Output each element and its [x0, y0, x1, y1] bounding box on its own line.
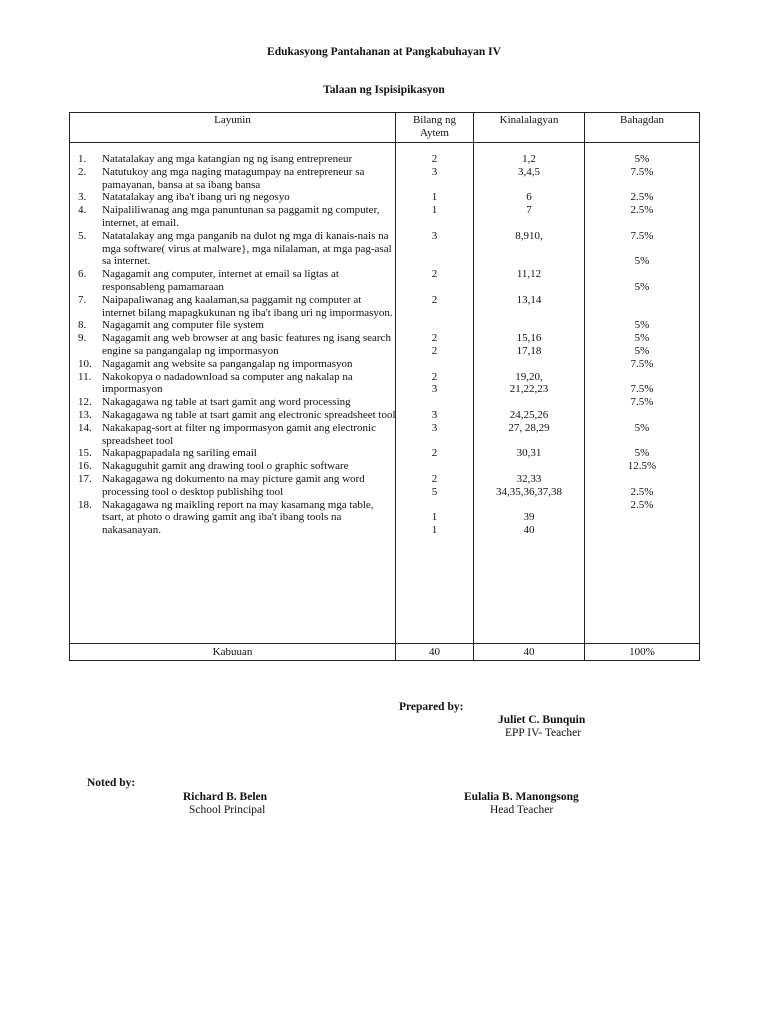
objective-item: [78, 230, 396, 268]
objective-number: 14.: [78, 421, 92, 434]
bilang-cell: 1: [431, 191, 438, 204]
objective-item: [78, 294, 396, 320]
bahagdan-cell: 2.5%: [630, 498, 654, 511]
objective-number: 9.: [78, 332, 87, 345]
kinalalagyan-cell: [474, 255, 584, 268]
specification-table: [69, 112, 700, 661]
bahagdan-cell: [585, 307, 699, 320]
noted-by-headteacher-role: Head Teacher: [490, 804, 554, 816]
objective-number: 18.: [78, 498, 92, 511]
noted-by-headteacher-name: Eulalia B. Manongsong: [464, 791, 579, 803]
bilang-cell: 2: [431, 370, 438, 383]
objective-number: 4.: [78, 204, 87, 217]
objective-item: [78, 473, 396, 499]
kinalalagyan-cell: [474, 319, 584, 332]
objective-item: [78, 358, 396, 371]
objective-text: Natatalakay ang iba't ibang uri ng negosyo: [102, 191, 290, 204]
kinalalagyan-cell: [474, 499, 584, 512]
total-label: Kabuuan: [212, 646, 253, 658]
bilang-cell: 3: [431, 229, 438, 242]
noted-by-label: Noted by:: [87, 777, 136, 789]
kinalalagyan-cell: 40: [523, 524, 535, 537]
bilang-cell: [396, 499, 473, 512]
kinalalagyan-cell: [474, 396, 584, 409]
objective-item: [78, 371, 396, 397]
objective-number: 16.: [78, 460, 92, 473]
total-bahagdan: 100%: [629, 646, 655, 658]
objective-text: Nagagamit ang website sa pangangalap ng impormasyon: [102, 357, 353, 370]
kinalalagyan-cell: 34,35,36,37,38: [496, 485, 562, 498]
kinalalagyan-cell: 32,33: [516, 472, 542, 485]
bilang-column: [396, 153, 473, 537]
kinalalagyan-cell: [474, 307, 584, 320]
kinalalagyan-cell: 13,14: [516, 293, 542, 306]
objective-text: Nakagagawa ng maikling report na may kasamang mga table, tsart, at photo o drawing gamit ang iba't ibang tools na nakasanayan.: [102, 498, 374, 537]
bilang-cell: 3: [431, 165, 438, 178]
objective-item: [78, 166, 396, 192]
bahagdan-cell: [585, 243, 699, 256]
objective-text: Nakokopya o nadadownload sa computer ang nakalap na impormasyon: [102, 370, 353, 396]
objective-item: [78, 499, 396, 537]
bilang-cell: 1: [431, 511, 438, 524]
header-bilang-line1: Bilang ng: [412, 114, 457, 126]
prepared-by-label: Prepared by:: [399, 701, 464, 713]
objective-text: Nakapagpapadala ng sariling email: [102, 447, 257, 460]
bahagdan-cell: 7.5%: [630, 396, 654, 409]
bilang-cell: 3: [431, 383, 438, 396]
bahagdan-cell: 5%: [634, 447, 650, 460]
objective-list: [78, 153, 396, 537]
bahagdan-cell: 7.5%: [630, 357, 654, 370]
header-layunin: Layunin: [214, 114, 251, 126]
objective-number: 5.: [78, 229, 87, 242]
objective-text: Nakagagawa ng table at tsart gamit ang electronic spreadsheet tool: [102, 408, 396, 421]
bahagdan-cell: [585, 268, 699, 281]
bilang-cell: [396, 179, 473, 192]
objective-item: [78, 396, 396, 409]
bahagdan-cell: [585, 217, 699, 230]
objective-item: [78, 204, 396, 230]
bahagdan-cell: 2.5%: [630, 204, 654, 217]
header-bilang: [396, 114, 473, 139]
objective-number: 13.: [78, 408, 92, 421]
bahagdan-cell: [585, 473, 699, 486]
objective-item: [78, 422, 396, 448]
bilang-cell: [396, 255, 473, 268]
bilang-cell: 2: [431, 268, 438, 281]
objective-number: 3.: [78, 191, 87, 204]
bahagdan-cell: 5%: [634, 319, 650, 332]
kinalalagyan-column: [474, 153, 584, 537]
bahagdan-cell: 5%: [634, 332, 650, 345]
bilang-cell: [396, 243, 473, 256]
kinalalagyan-cell: 21,22,23: [509, 383, 549, 396]
objective-text: Natutukoy ang mga naging matagumpay na entrepreneur sa pamayanan, bansa at sa ibang bansa: [102, 165, 365, 191]
bahagdan-cell: 5%: [634, 344, 650, 357]
bilang-cell: [396, 307, 473, 320]
objective-text: Nagagamit ang web browser at ang basic features ng isang search engine sa pangangalap ng impormasyon: [102, 332, 391, 357]
noted-by-principal-role: School Principal: [189, 804, 266, 816]
objective-text: Nagagamit ang computer file system: [102, 319, 264, 332]
document-title: Edukasyong Pantahanan at Pangkabuhayan IV: [267, 46, 501, 58]
objective-text: Nakagagawa ng table at tsart gamit ang word processing: [102, 396, 351, 409]
bilang-cell: 2: [431, 332, 438, 345]
bahagdan-cell: 7.5%: [630, 229, 654, 242]
kinalalagyan-cell: 6: [526, 191, 532, 204]
bilang-cell: 2: [431, 293, 438, 306]
bilang-cell: 3: [431, 408, 438, 421]
objective-text: Nakagagawa ng dokumento na may picture gamit ang word processing tool o desktop publishihg tool: [102, 472, 365, 498]
bilang-cell: 2: [431, 153, 438, 165]
bilang-cell: 5: [431, 485, 438, 498]
bilang-cell: 1: [431, 524, 438, 537]
bahagdan-cell: [585, 409, 699, 422]
bilang-cell: 3: [431, 421, 438, 434]
bilang-cell: [396, 358, 473, 371]
bahagdan-cell: 5%: [634, 255, 650, 268]
kinalalagyan-cell: 1,2: [522, 153, 536, 165]
bilang-cell: [396, 435, 473, 448]
bahagdan-cell: 5%: [634, 421, 650, 434]
kinalalagyan-cell: 39: [523, 511, 535, 524]
kinalalagyan-cell: [474, 281, 584, 294]
header-bilang-line2: Aytem: [420, 126, 449, 139]
objective-text: Nakaguguhit gamit ang drawing tool o graphic software: [102, 460, 349, 473]
objective-item: [78, 153, 396, 166]
objective-text: Nagagamit ang computer, internet at email sa ligtas at responsableng pamamaraan: [102, 268, 339, 293]
header-bahagdan: Bahagdan: [620, 114, 664, 126]
noted-by-principal-name: Richard B. Belen: [183, 791, 268, 803]
bilang-cell: 2: [431, 472, 438, 485]
bilang-cell: [396, 460, 473, 473]
objective-number: 7.: [78, 293, 87, 306]
bahagdan-cell: [585, 371, 699, 384]
bahagdan-cell: 2.5%: [630, 485, 654, 498]
kinalalagyan-cell: [474, 217, 584, 230]
objective-text: Naipaliliwanag ang mga panuntunan sa paggamit ng computer, internet, at email.: [102, 204, 380, 229]
bahagdan-cell: 12.5%: [627, 460, 657, 473]
objective-number: 17.: [78, 472, 92, 485]
objective-item: [78, 191, 396, 204]
objective-number: 15.: [78, 447, 92, 460]
objective-text: Naipapaliwanag ang kaalaman,sa paggamit ng computer at internet bilang mapagkukunan ng iba't ibang uri ng impormasyon.: [102, 293, 393, 319]
objective-number: 10.: [78, 357, 92, 370]
objective-item: [78, 268, 396, 294]
bahagdan-cell: 7.5%: [630, 383, 654, 396]
objective-item: [78, 319, 396, 332]
total-kinalalagyan: 40: [523, 646, 535, 658]
objective-number: 1.: [78, 153, 87, 165]
kinalalagyan-cell: 17,18: [516, 344, 542, 357]
bahagdan-cell: [585, 294, 699, 307]
bahagdan-cell: 7.5%: [630, 165, 654, 178]
kinalalagyan-cell: [474, 179, 584, 192]
kinalalagyan-cell: 8,910,: [515, 229, 543, 242]
bilang-cell: [396, 319, 473, 332]
objective-item: [78, 409, 396, 422]
kinalalagyan-cell: 3,4,5: [518, 165, 540, 178]
kinalalagyan-cell: 24,25,26: [509, 408, 549, 421]
prepared-by-role: EPP IV- Teacher: [505, 727, 582, 739]
objective-number: 12.: [78, 396, 92, 409]
objective-number: 8.: [78, 319, 87, 332]
header-divider: [70, 142, 699, 143]
kinalalagyan-cell: 19,20,: [515, 370, 543, 383]
total-bilang: 40: [429, 646, 440, 658]
document-subtitle: Talaan ng Ispisipikasyon: [323, 84, 445, 96]
objective-item: [78, 332, 396, 358]
objective-text: Natatalakay ang mga panganib na dulot ng mga di kanais-nais na mga software( virus at malware}, mga nilalaman, at mga pag-asal sa internet.: [102, 229, 392, 268]
bilang-cell: 2: [431, 447, 438, 460]
prepared-by-name: Juliet C. Bunquin: [498, 714, 586, 726]
bahagdan-column: [585, 153, 699, 511]
bilang-cell: [396, 281, 473, 294]
kinalalagyan-cell: 27, 28,29: [508, 421, 550, 434]
objective-item: [78, 447, 396, 460]
kinalalagyan-cell: 15,16: [516, 332, 542, 345]
kinalalagyan-cell: [474, 460, 584, 473]
kinalalagyan-cell: 30,31: [516, 447, 542, 460]
objective-text: Natatalakay ang mga katangian ng ng isang entrepreneur: [102, 153, 353, 165]
bahagdan-cell: 5%: [634, 153, 650, 165]
objective-number: 6.: [78, 268, 87, 281]
kinalalagyan-cell: [474, 435, 584, 448]
bilang-cell: 1: [431, 204, 438, 217]
kinalalagyan-cell: [474, 358, 584, 371]
kinalalagyan-cell: 11,12: [516, 268, 542, 281]
bilang-cell: [396, 396, 473, 409]
kinalalagyan-cell: [474, 243, 584, 256]
objective-number: 11.: [78, 370, 92, 383]
bilang-cell: 2: [431, 344, 438, 357]
objective-number: 2.: [78, 165, 87, 178]
header-kinalalagyan: Kinalalagyan: [499, 114, 559, 126]
bahagdan-cell: [585, 179, 699, 192]
objective-item: [78, 460, 396, 473]
kinalalagyan-cell: 7: [526, 204, 532, 217]
bahagdan-cell: 2.5%: [630, 191, 654, 204]
bilang-cell: [396, 217, 473, 230]
bahagdan-cell: 5%: [634, 280, 650, 293]
objective-text: Nakakapag-sort at filter ng impormasyon gamit ang electronic spreadsheet tool: [102, 421, 376, 447]
bahagdan-cell: [585, 435, 699, 448]
